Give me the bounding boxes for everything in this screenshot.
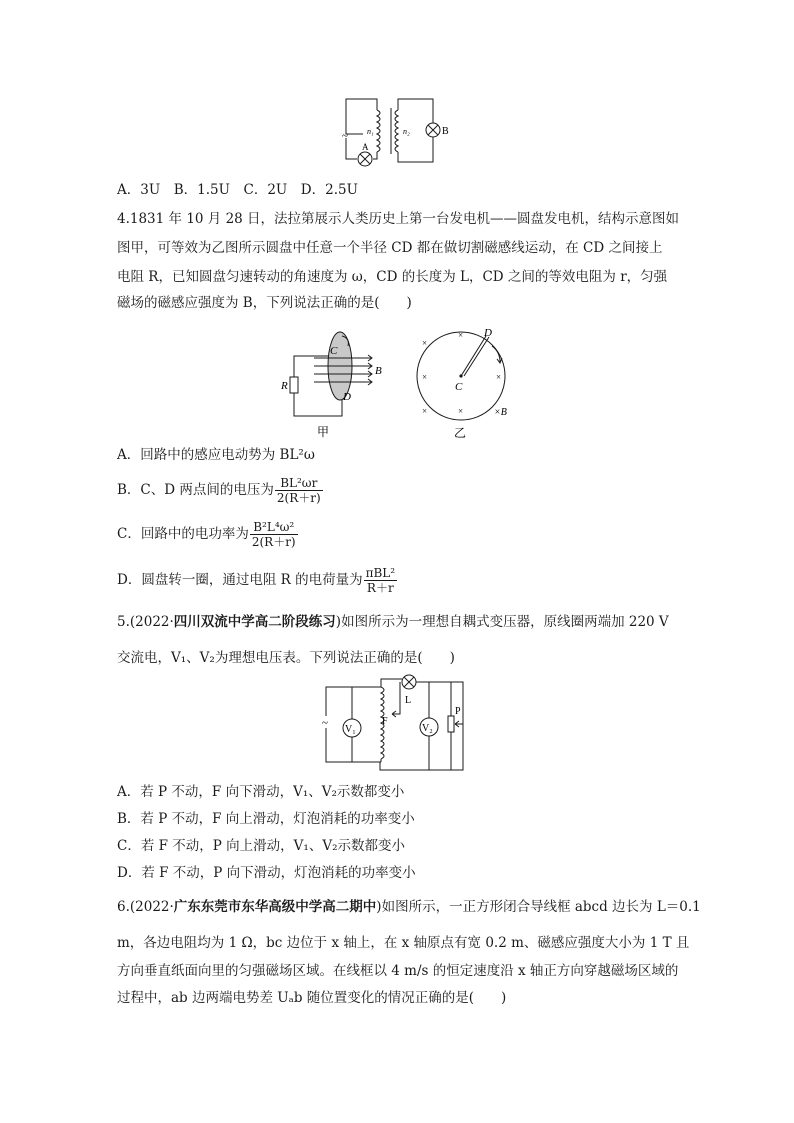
q4-jia-caption: 甲 xyxy=(317,425,330,438)
q4-stem-line-1: 4.1831 年 10 月 28 日，法拉第展示人类历史上第一台发电机——圆盘发电机，结构示意图如 xyxy=(117,211,680,227)
q4-option-b-numerator: BL²ωr xyxy=(275,476,323,491)
q3-source-label: ~ xyxy=(342,130,348,142)
q3-n1-label: n₁ xyxy=(367,127,374,136)
q5-option-b: B．若 P 不动，F 向上滑动，灯泡消耗的功率变小 xyxy=(117,811,415,827)
q6-number: 6.(2022· xyxy=(117,899,174,915)
q5-v1-label: V₁ xyxy=(345,724,356,735)
q4-jia-d-label: D xyxy=(343,391,351,403)
q4-yi-b-label: ×B xyxy=(494,407,507,418)
q4-option-c-text: C．回路中的电功率为 xyxy=(117,526,249,542)
q5-number: 5.(2022· xyxy=(117,614,174,630)
q4-option-c-fraction xyxy=(250,520,298,549)
q4-yi-cross: × xyxy=(422,338,428,348)
q4-yi-caption: 乙 xyxy=(454,426,467,440)
q5-stem-rest: )如图所示为一理想自耦式变压器，原线圈两端加 220 V xyxy=(335,614,669,630)
q6-stem-line-1 xyxy=(117,898,701,916)
q5-l-label: L xyxy=(405,695,412,706)
q4-option-b xyxy=(117,476,323,505)
q4-option-d-fraction xyxy=(364,566,397,595)
q4-option-d-denominator: R＋r xyxy=(366,581,394,595)
q6-stem-line-2: m，各边电阻均为 1 Ω，bc 边位于 x 轴上，在 x 轴原点有宽 0.2 m、磁感应强度大小为 1 T 且 xyxy=(117,935,690,951)
q4-option-b-denominator: 2(R＋r) xyxy=(276,491,321,505)
q4-yi-cross: × xyxy=(422,372,428,382)
q6-stem-line-4: 过程中，ab 边两端电势差 Uₐb 随位置变化的情况正确的是( ) xyxy=(117,990,507,1006)
q4-stem-line-3: 电阻 R，已知圆盘匀速转动的角速度为 ω，CD 的长度为 L，CD 之间的等效电阻为 r，匀强 xyxy=(117,269,668,285)
q5-source: 四川双流中学高二阶段练习 xyxy=(173,614,336,630)
q4-yi-cross: × xyxy=(422,406,428,416)
q5-stem-line-1 xyxy=(117,613,669,631)
q4-option-a: A．回路中的感应电动势为 BL²ω xyxy=(117,447,315,463)
q4-figure-jia xyxy=(280,326,395,438)
q4-option-d xyxy=(117,566,397,595)
q4-yi-c-label: C xyxy=(455,381,463,393)
q6-stem-rest: )如图所示，一正方形闭合导线框 abcd 边长为 L＝0.1 xyxy=(376,899,701,915)
q5-f-label: F xyxy=(382,716,388,727)
q3-n2-label: n₂ xyxy=(403,127,410,136)
q4-option-c-numerator: B²L⁴ω² xyxy=(250,520,298,535)
q4-yi-cross: × xyxy=(458,406,464,416)
q3-lamp-b-label: B xyxy=(442,126,449,137)
q5-autotransformer-figure xyxy=(318,674,470,774)
q5-source-label: ~ xyxy=(322,717,328,729)
q5-option-d: D．若 F 不动，P 向下滑动，灯泡消耗的功率变小 xyxy=(117,865,416,881)
q5-stem-line-2: 交流电，V₁、V₂为理想电压表。下列说法正确的是( ) xyxy=(117,650,455,666)
q4-option-d-text: D．圆盘转一圈，通过电阻 R 的电荷量为 xyxy=(117,572,363,588)
q4-jia-c-label: C xyxy=(330,345,338,357)
q5-option-a: A．若 P 不动，F 向下滑动，V₁、V₂示数都变小 xyxy=(117,784,405,800)
q4-jia-r-label: R xyxy=(281,380,288,392)
q5-v2-label: V₂ xyxy=(422,723,433,734)
q6-stem-line-3: 方向垂直纸面向里的匀强磁场区域。在线框以 4 m/s 的恒定速度沿 x 轴正方向穿越磁场区域的 xyxy=(117,963,679,979)
q4-stem-line-4: 磁场的磁感应强度为 B，下列说法正确的是( ) xyxy=(117,295,412,311)
q4-stem-line-2: 图甲，可等效为乙图所示圆盘中任意一个半径 CD 都在做切割磁感线运动，在 CD 之间接上 xyxy=(117,240,663,256)
q4-option-b-fraction xyxy=(275,476,323,505)
q4-jia-b-label: B xyxy=(375,365,382,377)
q4-option-d-numerator: πBL² xyxy=(365,566,396,580)
q4-option-b-text: B．C、D 两点间的电压为 xyxy=(117,482,274,498)
q6-source: 广东东莞市东华高级中学高二期中 xyxy=(173,899,377,915)
q4-yi-d-label: D xyxy=(484,327,492,339)
q3-lamp-a-label: A xyxy=(362,142,369,152)
q3-transformer-figure xyxy=(335,96,461,170)
q4-option-c xyxy=(117,520,298,549)
q3-options: A．3U B．1.5U C．2U D．2.5U xyxy=(117,182,358,198)
q4-yi-cross: × xyxy=(458,330,464,340)
q5-option-c: C．若 F 不动，P 向上滑动，V₁、V₂示数都变小 xyxy=(117,838,405,854)
q4-option-c-denominator: 2(R＋r) xyxy=(251,535,296,549)
q4-yi-cross: × xyxy=(496,372,502,382)
q5-p-label: P xyxy=(455,706,461,717)
q4-figure-yi xyxy=(410,324,522,440)
